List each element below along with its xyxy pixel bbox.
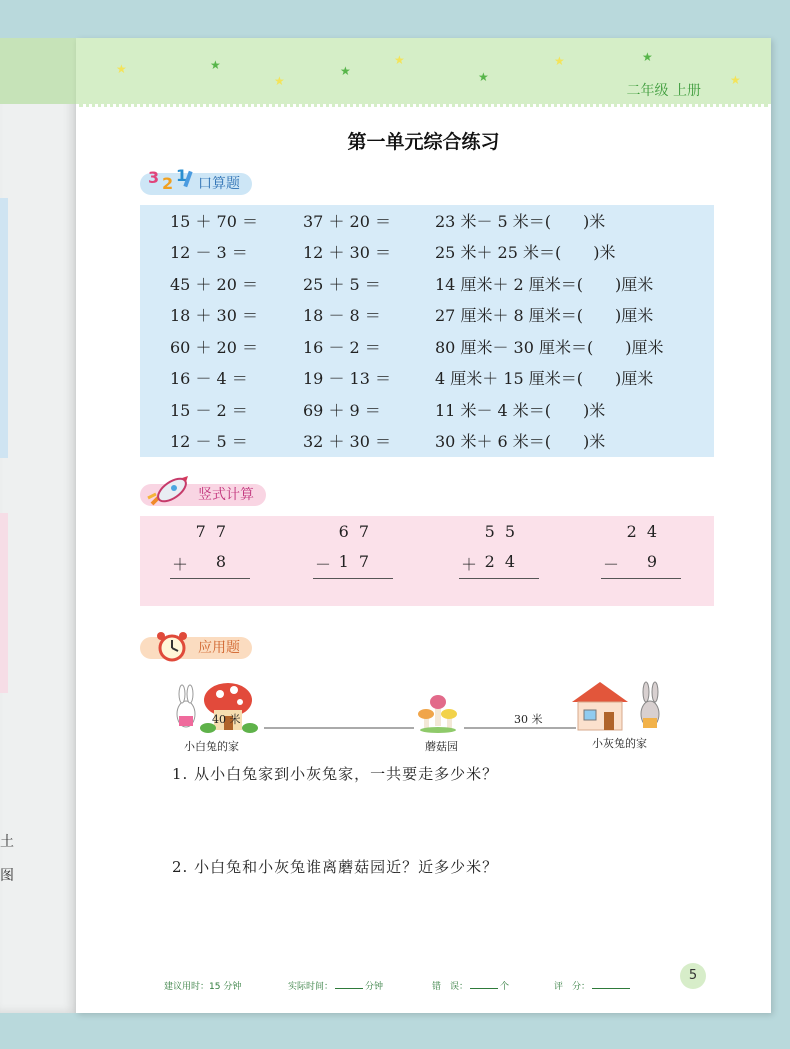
score bbox=[554, 979, 632, 992]
oral-problem: 16 － 4 ＝ bbox=[170, 369, 248, 388]
star-icon: ★ bbox=[116, 62, 127, 76]
vertical-operator: ＋ bbox=[461, 555, 478, 574]
oral-problems-panel bbox=[140, 205, 714, 457]
grey-rabbit-icon bbox=[641, 682, 659, 728]
vertical-answer-line bbox=[601, 578, 681, 579]
alarm-clock-icon bbox=[152, 631, 192, 663]
mushroom-garden-label: 蘑菇园 bbox=[425, 740, 458, 753]
oral-problem: 16 － 2 ＝ bbox=[303, 338, 381, 357]
actual-time-unit: 分钟 bbox=[365, 982, 384, 992]
vertical-problem bbox=[313, 516, 393, 586]
oral-problem: 15 ＋ 70 ＝ bbox=[170, 212, 258, 231]
oral-problem: 14 厘米＋ 2 厘米＝( )厘米 bbox=[435, 275, 654, 294]
oral-row bbox=[140, 236, 714, 266]
errors-blank[interactable] bbox=[470, 979, 498, 989]
vertical-top-number: 67 bbox=[338, 522, 379, 541]
star-icon: ★ bbox=[730, 73, 741, 87]
word-section-text: 应用题 bbox=[198, 640, 240, 656]
vertical-answer-line bbox=[459, 578, 539, 579]
vertical-operator: － bbox=[315, 555, 332, 574]
vertical-problems-panel bbox=[140, 516, 714, 606]
star-icon: ★ bbox=[340, 64, 351, 78]
vertical-problem bbox=[459, 516, 539, 586]
suggested-time: 建议用时：15 分钟 bbox=[164, 982, 242, 992]
left-page-pink-block bbox=[0, 513, 8, 693]
oral-problem: 18 ＋ 30 ＝ bbox=[170, 306, 258, 325]
oral-problem: 30 米＋ 6 米＝( )米 bbox=[435, 432, 606, 451]
svg-text:2: 2 bbox=[162, 174, 174, 193]
distance-label: 30 米 bbox=[514, 713, 543, 726]
vertical-section-text: 竖式计算 bbox=[198, 487, 254, 503]
page-number: 5 bbox=[680, 963, 706, 989]
left-page-char: 图 bbox=[0, 868, 14, 884]
left-page-blue-block bbox=[0, 198, 8, 458]
oral-problem: 80 厘米－ 30 厘米＝( )厘米 bbox=[435, 338, 664, 357]
star-icon: ★ bbox=[642, 50, 653, 64]
oral-row bbox=[140, 299, 714, 329]
oral-row bbox=[140, 425, 714, 455]
vertical-top-number: 77 bbox=[195, 522, 236, 541]
oral-problem: 32 ＋ 30 ＝ bbox=[303, 432, 391, 451]
vertical-top-number: 24 bbox=[626, 522, 667, 541]
distance-label: 40 米 bbox=[212, 713, 241, 726]
vertical-top-number: 55 bbox=[484, 522, 525, 541]
oral-section-text: 口算题 bbox=[198, 176, 240, 192]
rocket-icon bbox=[146, 476, 194, 510]
oral-problem: 12 － 5 ＝ bbox=[170, 432, 248, 451]
oral-row bbox=[140, 362, 714, 392]
oral-problem: 25 米＋ 25 米＝( )米 bbox=[435, 243, 616, 262]
oral-row bbox=[140, 394, 714, 424]
oral-problem: 69 ＋ 9 ＝ bbox=[303, 401, 381, 420]
white-rabbit-icon bbox=[177, 685, 195, 727]
actual-time bbox=[288, 979, 383, 992]
oral-problem: 45 ＋ 20 ＝ bbox=[170, 275, 258, 294]
workbook-page bbox=[76, 38, 771, 1013]
oral-problem: 12 － 3 ＝ bbox=[170, 243, 248, 262]
vertical-section-label bbox=[140, 484, 266, 506]
errors bbox=[432, 979, 509, 992]
oral-problem: 60 ＋ 20 ＝ bbox=[170, 338, 258, 357]
oral-problem: 23 米－ 5 米＝( )米 bbox=[435, 212, 606, 231]
star-icon: ★ bbox=[210, 58, 221, 72]
oral-problem: 15 － 2 ＝ bbox=[170, 401, 248, 420]
left-page-header-band bbox=[0, 38, 78, 104]
vertical-bottom-number: 9 bbox=[646, 552, 667, 571]
score-label: 评 分： bbox=[554, 982, 591, 992]
oral-problem: 4 厘米＋ 15 厘米＝( )厘米 bbox=[435, 369, 654, 388]
oral-row bbox=[140, 205, 714, 235]
left-page-edge bbox=[0, 38, 78, 1013]
oral-problem: 27 厘米＋ 8 厘米＝( )厘米 bbox=[435, 306, 654, 325]
vertical-operator: ＋ bbox=[172, 555, 189, 574]
oral-section-label bbox=[140, 166, 252, 195]
vertical-problem bbox=[601, 516, 681, 586]
brick-house-icon bbox=[572, 682, 628, 730]
word-section-label bbox=[140, 637, 252, 659]
oral-problem: 37 ＋ 20 ＝ bbox=[303, 212, 391, 231]
star-icon: ★ bbox=[394, 53, 405, 67]
oral-problem: 25 ＋ 5 ＝ bbox=[303, 275, 381, 294]
vertical-bottom-number: 24 bbox=[484, 552, 525, 571]
vertical-answer-line bbox=[170, 578, 250, 579]
star-icon: ★ bbox=[478, 70, 489, 84]
vertical-bottom-number: 8 bbox=[215, 552, 236, 571]
svg-text:3: 3 bbox=[148, 168, 160, 187]
vertical-bottom-number: 17 bbox=[338, 552, 379, 571]
numbers-321-icon bbox=[148, 165, 196, 195]
score-blank[interactable] bbox=[592, 979, 630, 989]
actual-time-blank[interactable] bbox=[335, 979, 363, 989]
page-header-band bbox=[76, 38, 771, 107]
oral-row bbox=[140, 268, 714, 298]
page-title: 第一单元综合练习 bbox=[347, 131, 500, 153]
svg-text:1: 1 bbox=[176, 166, 188, 185]
vertical-operator: － bbox=[603, 555, 620, 574]
question-2: 2. 小白兔和小灰兔谁离蘑菇园近？近多少米？ bbox=[172, 858, 499, 876]
oral-problem: 11 米－ 4 米＝( )米 bbox=[435, 401, 606, 420]
mushroom-garden-icon bbox=[418, 695, 457, 733]
oral-problem: 19 － 13 ＝ bbox=[303, 369, 391, 388]
star-icon: ★ bbox=[274, 74, 285, 88]
errors-label: 错 误： bbox=[432, 982, 469, 992]
star-icon: ★ bbox=[554, 54, 565, 68]
errors-unit: 个 bbox=[500, 982, 510, 992]
grey-rabbit-home-label: 小灰兔的家 bbox=[592, 737, 647, 750]
oral-problem: 12 ＋ 30 ＝ bbox=[303, 243, 391, 262]
oral-row bbox=[140, 331, 714, 361]
left-page-char: 土 bbox=[0, 834, 14, 850]
grade-label: 二年级 上册 bbox=[626, 83, 701, 99]
actual-time-label: 实际时间： bbox=[288, 982, 334, 992]
question-1: 1. 从小白兔家到小灰兔家，一共要走多少米？ bbox=[172, 765, 499, 783]
white-rabbit-home-label: 小白兔的家 bbox=[184, 740, 239, 753]
vertical-problem bbox=[170, 516, 250, 586]
vertical-answer-line bbox=[313, 578, 393, 579]
oral-problem: 18 － 8 ＝ bbox=[303, 306, 381, 325]
